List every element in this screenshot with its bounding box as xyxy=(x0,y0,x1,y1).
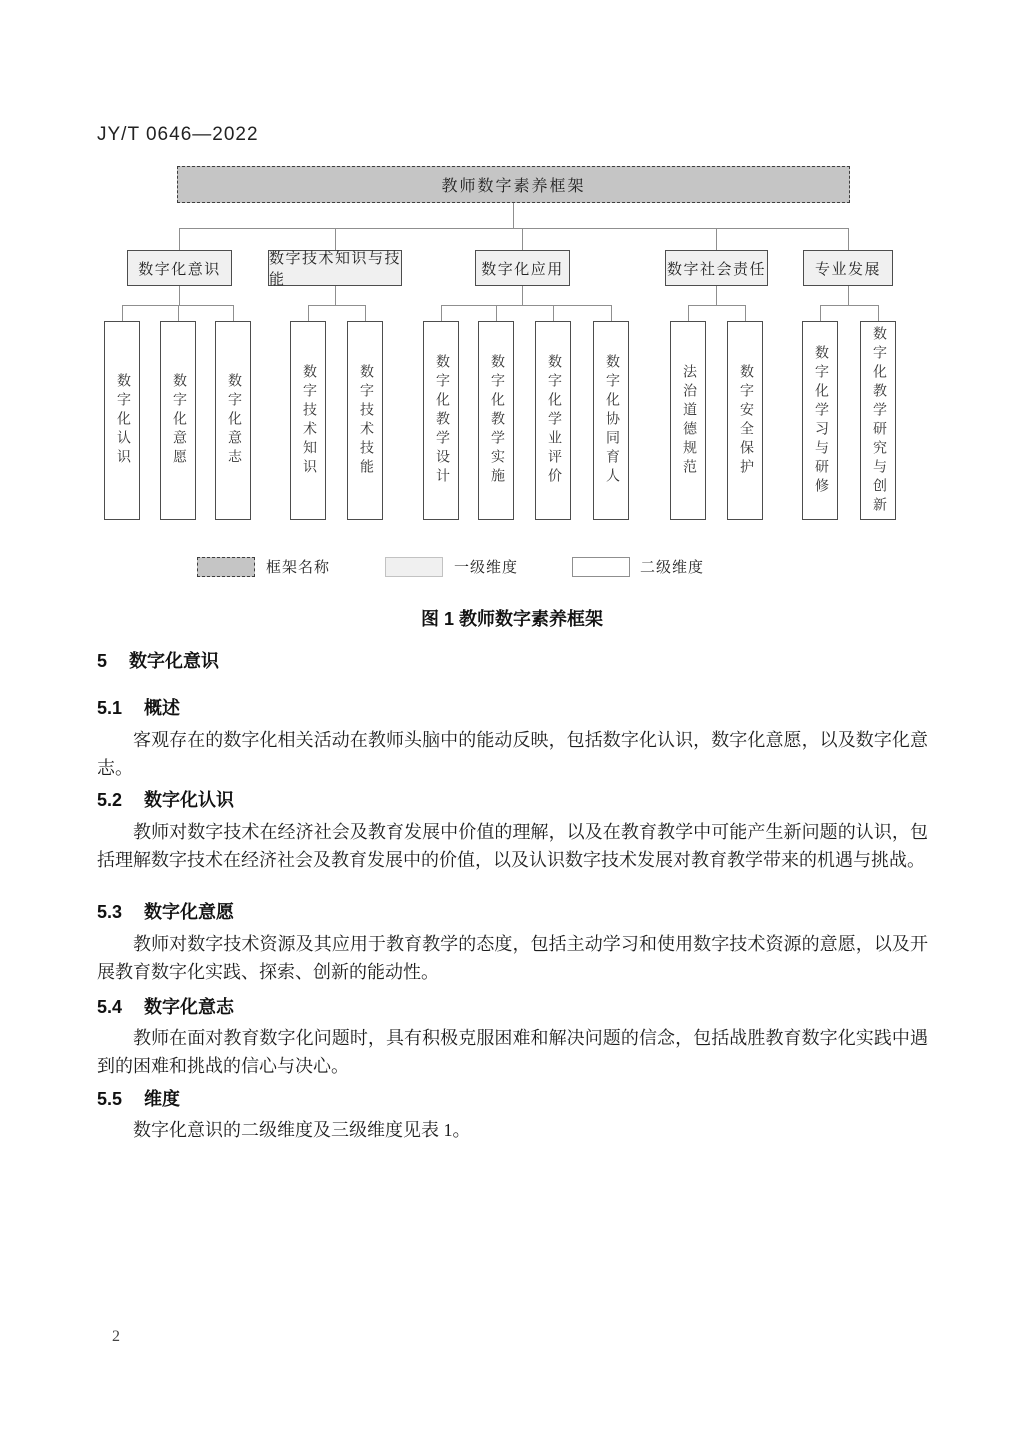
connector-line xyxy=(878,305,879,321)
level1-box-digital-social-responsibility xyxy=(665,250,768,286)
section-number: 5.5 xyxy=(97,1089,123,1109)
connector-line xyxy=(522,228,523,250)
level1-label: 专业发展 xyxy=(814,261,881,278)
connector-line xyxy=(716,228,717,250)
level1-label: 数字社会责任 xyxy=(666,261,766,278)
level1-label: 数字化应用 xyxy=(481,261,564,278)
section-5-heading xyxy=(97,647,219,673)
section-number: 5 xyxy=(97,651,108,671)
connector-line xyxy=(820,305,878,306)
section-5-5-heading xyxy=(97,1085,180,1111)
section-title: 数字化认识 xyxy=(144,790,235,810)
level2-label: 数字化学业评价 xyxy=(546,354,561,487)
legend-label-frame-name: 框架名称 xyxy=(266,560,331,576)
connector-line xyxy=(688,305,689,321)
section-5-4-body: 教师在面对教育数字化问题时，具有积极克服困难和解决问题的信念，包括战胜教育数字化实践中遇到的困难和挑战的信心与决心。 xyxy=(97,1028,928,1076)
section-number: 5.2 xyxy=(97,790,123,810)
level2-box-digital-learning-training xyxy=(802,321,838,520)
section-5-5-body: 数字化意识的二级维度及三级维度见表 1。 xyxy=(133,1120,471,1140)
diagram-root-box xyxy=(177,166,850,203)
legend-swatch-frame-name xyxy=(197,557,255,577)
connector-line xyxy=(848,228,849,250)
level2-label: 数字技术技能 xyxy=(358,363,373,478)
level2-box-digital-willingness xyxy=(160,321,196,520)
connector-line xyxy=(122,305,123,321)
level1-label: 数字技术知识与技能 xyxy=(269,251,402,288)
connector-line xyxy=(496,305,497,321)
level2-label: 数字化意志 xyxy=(226,373,241,468)
level2-label: 数字化教学研究与创新 xyxy=(871,325,886,516)
connector-line xyxy=(441,305,442,321)
level2-label: 数字化学习与研修 xyxy=(813,344,828,497)
level2-box-legal-ethical-norms xyxy=(670,321,706,520)
level2-label: 法治道德规范 xyxy=(681,363,696,478)
level2-label: 数字化教学设计 xyxy=(434,354,449,487)
level2-box-digital-teaching-design xyxy=(423,321,459,520)
level2-label: 数字化意愿 xyxy=(171,373,186,468)
connector-line xyxy=(522,286,523,305)
connector-line xyxy=(513,203,514,228)
section-title: 概述 xyxy=(144,698,181,718)
level2-box-digital-tech-skills xyxy=(347,321,383,520)
section-number: 5.3 xyxy=(97,902,123,922)
level2-box-digital-tech-knowledge xyxy=(290,321,326,520)
legend-label-level1-dimension: 一级维度 xyxy=(454,560,519,576)
connector-line xyxy=(611,305,612,321)
page-number: 2 xyxy=(112,1328,120,1345)
section-title: 数字化意识 xyxy=(129,651,220,671)
section-number: 5.1 xyxy=(97,698,123,718)
section-5-4-heading xyxy=(97,993,234,1019)
connector-line xyxy=(335,286,336,305)
connector-line xyxy=(441,305,611,306)
level1-box-digital-awareness xyxy=(127,250,232,286)
legend-swatch-level1-dimension xyxy=(385,557,443,577)
level2-label: 数字安全保护 xyxy=(738,363,753,478)
section-title: 数字化意志 xyxy=(144,997,235,1017)
level2-box-digital-academic-evaluation xyxy=(535,321,571,520)
level2-box-digital-cognition xyxy=(104,321,140,520)
section-5-3-heading xyxy=(97,898,234,924)
level2-box-digital-security-protection xyxy=(727,321,763,520)
connector-line xyxy=(716,286,717,305)
section-5-1-body: 客观存在的数字化相关活动在教师头脑中的能动反映，包括数字化认识，数字化意愿，以及数字化意志。 xyxy=(97,730,928,778)
connector-line xyxy=(820,305,821,321)
connector-line xyxy=(179,286,180,305)
framework-diagram xyxy=(0,0,1024,600)
level2-label: 数字技术知识 xyxy=(301,363,316,478)
level1-box-digital-application xyxy=(475,250,570,286)
section-5-2-heading xyxy=(97,786,234,812)
level2-box-digital-will xyxy=(215,321,251,520)
section-title: 数字化意愿 xyxy=(144,902,235,922)
connector-line xyxy=(233,305,234,321)
legend-swatch-level2-dimension xyxy=(572,557,630,577)
doc-number: JY/T 0646—2022 xyxy=(97,124,259,145)
section-number: 5.4 xyxy=(97,997,123,1017)
connector-line xyxy=(179,228,848,229)
connector-line xyxy=(308,305,309,321)
connector-line xyxy=(553,305,554,321)
level2-label: 数字化认识 xyxy=(115,373,130,468)
connector-line xyxy=(365,305,366,321)
connector-line xyxy=(308,305,365,306)
level2-label: 数字化协同育人 xyxy=(604,354,619,487)
level2-box-digital-collaborative-education xyxy=(593,321,629,520)
connector-line xyxy=(688,305,745,306)
section-5-3-body: 教师对数字技术资源及其应用于教育教学的态度，包括主动学习和使用数字技术资源的意愿，以及开展教育数字化实践、探索、创新的能动性。 xyxy=(97,934,928,982)
section-title: 维度 xyxy=(144,1089,181,1109)
connector-line xyxy=(178,305,179,321)
diagram-root-label: 教师数字素养框架 xyxy=(441,178,586,195)
level1-box-digital-tech-knowledge-skills xyxy=(268,250,402,286)
level2-label: 数字化教学实施 xyxy=(489,354,504,487)
section-5-2-body: 教师对数字技术在经济社会及教育发展中价值的理解，以及在教育教学中可能产生新问题的认识，包括理解数字技术在经济社会及教育发展中的价值，以及认识数字技术发展对教育教学带来的机遇与挑战。 xyxy=(97,822,928,870)
level2-box-digital-teaching-research-innovation xyxy=(860,321,896,520)
section-5-1-heading xyxy=(97,694,180,720)
figure-caption: 图 1 教师数字素养框架 xyxy=(420,609,603,629)
level1-box-professional-development xyxy=(803,250,893,286)
level1-label: 数字化意识 xyxy=(138,261,221,278)
connector-line xyxy=(179,228,180,250)
level2-box-digital-teaching-implementation xyxy=(478,321,514,520)
connector-line xyxy=(848,286,849,305)
connector-line xyxy=(745,305,746,321)
legend-label-level2-dimension: 二级维度 xyxy=(640,560,705,576)
